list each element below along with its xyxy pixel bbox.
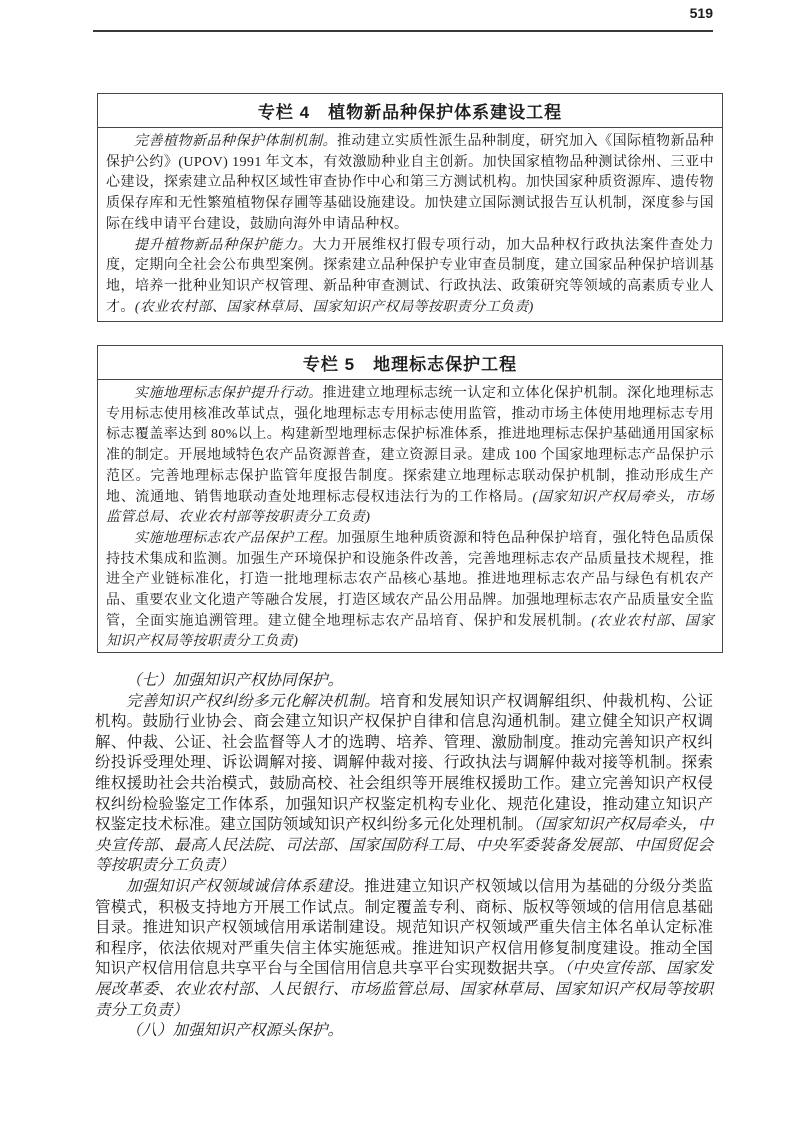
page-number: 519 (689, 5, 713, 21)
callout-box-4 (97, 93, 723, 322)
box-paragraph-attribution: (农业农村部、国家林草局、国家知识产权局等按职责分工负责) (134, 299, 534, 315)
body-paragraph-attribution: （国家知识产权局牵头，中央宣传部、最高人民法院、司法部、国家国防科工局、中央军委装备发展部、中国贸促会等按职责分工负责） (95, 816, 713, 875)
callout-box-5-title: 专栏 5 地理标志保护工程 (98, 346, 722, 380)
box-paragraph-lead: 完善植物新品种保护体制机制。 (134, 134, 338, 149)
box-paragraph-lead: 提升植物新品种保护能力。 (134, 237, 313, 253)
body-paragraph-lead: 加强知识产权领域诚信体系建设。 (126, 877, 365, 895)
box-paragraph-text: 加强原生地种质资源和特色品种保护培育，强化特色品质保持技术集成和监测。加强生产环境保护和设施条件改善，完善地理标志农产品质量技术规程，推进全产业链标准化，打造一批地理标志农产品核心基地。推进地理标志农产品与绿色有机农产品、重要农业文化遗产等融合发展，打造区域农产品公用品牌。加强地理标志农产品质量安全监管，全面实施追溯管理。建立健全地理标志农产品培育、保护和发展机制。 (106, 530, 714, 629)
callout-box-4-title: 专栏 4 植物新品种保护体系建设工程 (98, 94, 722, 128)
section-heading-7: （七）加强知识产权协同保护。 (126, 672, 344, 689)
box-paragraph (106, 384, 714, 529)
callout-box-5-content (98, 380, 722, 653)
box-paragraph (106, 529, 714, 653)
box-paragraph-text: 推动建立实质性派生品种制度，研究加入《国际植物新品种保护公约》(UPOV) 1991 年文本，有效激励种业自主创新。加快国家植物品种测试徐州、三亚中心建设，探索建立品种权区域性审查协作中心和第三方测试机构。加快国家种质资源库、遗传物质保存库和无性繁殖植物保存圃等基础设施建设。加快建立国际测试报告互认机制，深度参与国际在线申请平台建设，鼓励向海外申请品种权。 (106, 134, 714, 232)
box-paragraph-attribution: (农业农村部、国家知识产权局等按职责分工负责) (106, 613, 715, 650)
header-rule (93, 30, 713, 32)
callout-box-4-content (98, 128, 722, 318)
body-text (95, 671, 713, 1042)
callout-box-5 (97, 345, 723, 653)
box-paragraph (106, 236, 714, 319)
box-paragraph-text: 大力开展维权打假专项行动，加大品种权行政执法案件查处力度，定期向全社会公布典型案例。探索建立品种保护专业审查员制度，建立国家品种保护培训基地，培养一批种业知识产权管理、新品种审查测试、行政执法、政策研究等领域的高素质专业人才。 (106, 237, 714, 315)
box-paragraph-attribution: (国家知识产权局牵头，市场监管总局、农业农村部等按职责分工负责) (106, 489, 714, 526)
section-heading-8: （八）加强知识产权源头保护。 (126, 1022, 344, 1040)
body-paragraph-text: 培育和发展知识产权调解组织、仲裁机构、公证机构。鼓励行业协会、商会建立知识产权保护自律和信息沟通机制。建立健全知识产权调解、仲裁、公证、社会监督等人才的选聘、培养、管理、激励制度。推动完善知识产权纠纷投诉受理处理、诉讼调解对接、调解仲裁对接、行政执法与调解仲裁对接等机制。探索维权援助社会共治模式，鼓励高校、社会组织等开展维权援助工作。建立完善知识产权侵权纠纷检验鉴定工作体系，加强知识产权鉴定机构专业化、规范化建设，推动建立知识产权鉴定技术标准。建立国防领域知识产权纠纷多元化处理机制。 (95, 692, 713, 834)
box-paragraph-text: 推进建立地理标志统一认定和立体化保护机制。深化地理标志专用标志使用核准改革试点，强化地理标志专用标志使用监管，推动市场主体使用地理标志专用标志覆盖率达到 80%以上。构建新型地理标志保护标准体系，推进地理标志保护基础通用国家标准的制定。开展地域特色农产品资源普查，建立资源目录。建成 100 个国家地理标志产品保护示范区。完善地理标志保护监管年度报告制度。探索建立地理标志联动保护机制，推动形成生产地、流通地、销售地联动查处地理标志侵权违法行为的工作格局。 (106, 386, 714, 505)
box-paragraph (106, 132, 714, 236)
body-paragraph-attribution: （中央宣传部、国家发展改革委、农业农村部、人民银行、市场监管总局、国家林草局、国家知识产权局等按职责分工负责） (95, 960, 713, 1019)
body-paragraph-text: 推进建立知识产权领域以信用为基础的分级分类监管模式，积极支持地方开展工作试点。制定覆盖专利、商标、版权等领域的信用信息基础目录。推进知识产权领域信用承诺制建设。规范知识产权领域严重失信主体名单认定标准和程序，依法依规对严重失信主体实施惩戒。推进知识产权信用修复制度建设。推动全国知识产权信用信息共享平台与全国信用信息共享平台实现数据共享。 (95, 877, 713, 978)
box-paragraph-lead: 实施地理标志农产品保护工程。 (134, 530, 338, 546)
body-paragraph (95, 877, 713, 1021)
body-paragraph-lead: 完善知识产权纠纷多元化解决机制。 (126, 692, 380, 710)
box-paragraph-lead: 实施地理标志保护提升行动。 (134, 386, 323, 401)
body-paragraph (95, 692, 713, 877)
